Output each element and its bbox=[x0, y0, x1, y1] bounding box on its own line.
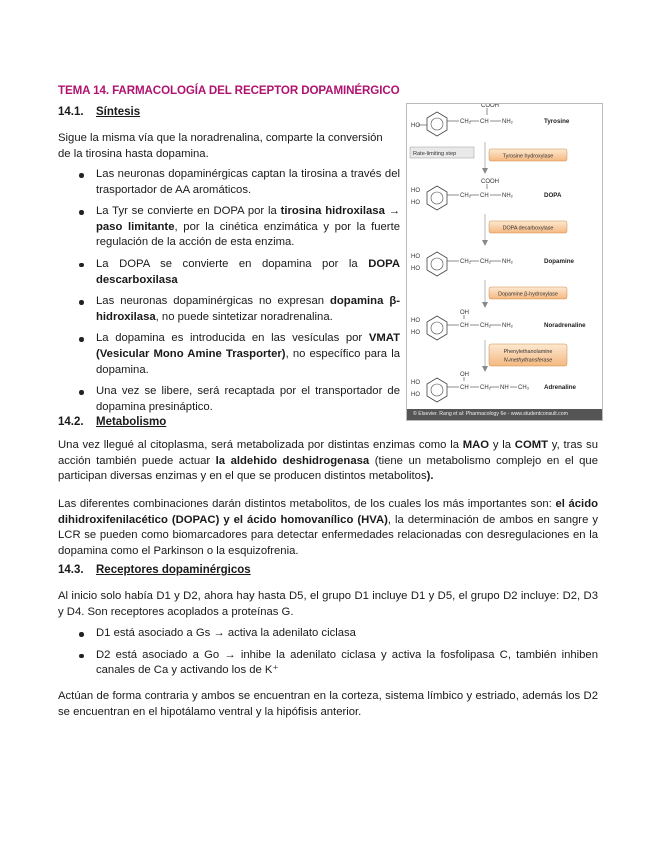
list-item: La Tyr se convierte en DOPA por la tirosina hidroxilasa → paso limitante, por la cinética enzimática y por la fuerte regulación de la acción de esta enzima. bbox=[58, 204, 400, 251]
section-number: 14.2. bbox=[58, 416, 84, 428]
list-item: D2 está asociado a Go → inhibe la adenilato ciclasa y activa la fosfolipasa C, también inhiben canales de Ca y activando los de K⁺ bbox=[58, 648, 598, 679]
document-title: TEMA 14. FARMACOLOGÍA DEL RECEPTOR DOPAMINÉRGICO bbox=[58, 84, 400, 97]
pathway-diagram bbox=[407, 104, 602, 409]
svg-text:CH₂: CH₂ bbox=[480, 385, 491, 391]
svg-text:CH₂: CH₂ bbox=[480, 323, 491, 329]
svg-text:CH: CH bbox=[480, 193, 489, 199]
section-number: 14.1. bbox=[58, 106, 84, 118]
list-item: La DOPA se convierte en dopamina por la DOPA descarboxilasa bbox=[58, 257, 400, 288]
svg-text:HO: HO bbox=[411, 392, 420, 398]
list-item: Una vez se libere, será recaptada por el transportador de dopamina presináptico. bbox=[58, 384, 400, 415]
list-item: Las neuronas dopaminérgicas no expresan dopamina β-hidroxilasa, no puede sintetizar noradrenalina. bbox=[58, 294, 400, 325]
svg-text:NH: NH bbox=[500, 385, 509, 391]
sintesis-intro: Sigue la misma vía que la noradrenalina, comparte la conversión de la tirosina hasta dopamina. bbox=[58, 132, 383, 160]
svg-text:COOH: COOH bbox=[481, 179, 499, 185]
enzyme-label: N-methyltransferase bbox=[503, 357, 553, 364]
metabolismo-paragraph-1: Una vez llegué al citoplasma, será metabolizada por distintas enzimas como la MAO y la COMT y, tras su acción también puede actuar la aldehido deshidrogenasa (tiene un metabolismo complejo en el que participan diversas enzimas y en el que se producen distintos metabolitos). bbox=[58, 439, 598, 483]
compound-label-adrenaline: Adrenaline bbox=[544, 384, 576, 391]
section-heading-sintesis bbox=[58, 106, 140, 118]
svg-text:CH: CH bbox=[460, 385, 469, 391]
svg-text:NH₂: NH₂ bbox=[502, 193, 513, 199]
svg-text:OH: OH bbox=[460, 310, 469, 316]
compound-label-dopa: DOPA bbox=[544, 192, 562, 199]
svg-text:HO: HO bbox=[411, 188, 420, 194]
section-label: Receptores dopaminérgicos bbox=[96, 564, 251, 576]
receptores-list bbox=[58, 626, 598, 685]
compound-label-dopamine: Dopamine bbox=[544, 258, 574, 265]
dopamine-structure bbox=[411, 252, 574, 276]
list-item: D1 está asociado a Gs → activa la adenilato ciclasa bbox=[58, 626, 598, 642]
svg-text:OH: OH bbox=[460, 372, 469, 378]
enzyme-label: DOPA decarboxylase bbox=[502, 225, 554, 232]
receptores-intro: Al inicio solo había D1 y D2, ahora hay hasta D5, el grupo D1 incluye D1 y D5, el grupo D2 incluye: D2, D3 y D4. Son receptores acoplados a proteínas G. bbox=[58, 590, 598, 618]
section-number: 14.3. bbox=[58, 564, 84, 576]
enzyme-label: Phenylethanolamine bbox=[503, 349, 553, 355]
chem-cooh: COOH bbox=[481, 104, 499, 109]
chem-nh2: NH₂ bbox=[502, 119, 513, 125]
enzyme-label: Tyrosine hydroxylase bbox=[502, 153, 554, 160]
adrenaline-structure bbox=[411, 372, 577, 402]
noradrenaline-structure bbox=[411, 310, 586, 340]
chem-ch2: CH₂ bbox=[460, 119, 471, 125]
chem-ho: HO bbox=[411, 123, 420, 129]
list-item: La dopamina es introducida en las vesículas por VMAT (Vesicular Mono Amine Trasporter), no específico para la dopamina. bbox=[58, 331, 400, 378]
svg-text:HO: HO bbox=[411, 318, 420, 324]
dopa-structure bbox=[411, 179, 562, 210]
svg-text:NH₂: NH₂ bbox=[502, 259, 513, 265]
svg-text:HO: HO bbox=[411, 266, 420, 272]
tyrosine-structure bbox=[411, 104, 570, 136]
compound-label-tyrosine: Tyrosine bbox=[544, 118, 570, 125]
metabolismo-paragraph-2: Las diferentes combinaciones darán distintos metabolitos, de los cuales los más importantes son: el ácido dihidroxifenilacético (DOPAC) y el ácido homovanílico (HVA), la determinación de ambos en sangre y LCR se pueden como biomarcadores para detectar enfermedades relacionadas con desregulaciones en la dopamina como el Parkinson o la esquizofrenia. bbox=[58, 498, 598, 557]
rate-limiting-label: Rate-limiting step bbox=[413, 151, 457, 157]
section-label: Metabolismo bbox=[96, 416, 167, 428]
svg-text:NH₂: NH₂ bbox=[502, 323, 513, 329]
section-heading-receptores bbox=[58, 564, 251, 576]
svg-text:CH₃: CH₃ bbox=[518, 385, 530, 391]
receptores-outro: Actúan de forma contraria y ambos se encuentran en la corteza, sistema límbico y estriado, además los D2 se encuentran en el hipotálamo ventral y la hipófisis anterior. bbox=[58, 690, 598, 718]
svg-text:CH₂: CH₂ bbox=[460, 259, 471, 265]
list-item: Las neuronas dopaminérgicas captan la tirosina a través del trasportador de AA aromáticos. bbox=[58, 167, 400, 198]
svg-text:HO: HO bbox=[411, 380, 420, 386]
chem-ch: CH bbox=[480, 119, 489, 125]
compound-label-noradrenaline: Noradrenaline bbox=[544, 322, 586, 329]
sintesis-list bbox=[58, 167, 400, 421]
svg-text:HO: HO bbox=[411, 254, 420, 260]
synthesis-pathway-figure bbox=[406, 103, 603, 421]
svg-text:CH₂: CH₂ bbox=[460, 193, 471, 199]
enzyme-label: Dopamine β-hydroxylase bbox=[498, 291, 558, 298]
section-label: Síntesis bbox=[96, 106, 141, 118]
svg-text:HO: HO bbox=[411, 200, 420, 206]
figure-credit: © Elsevier. Rang et al: Pharmacology 6e - www.studentconsult.com bbox=[407, 409, 602, 420]
svg-text:HO: HO bbox=[411, 330, 420, 336]
svg-text:CH: CH bbox=[460, 323, 469, 329]
svg-text:CH₂: CH₂ bbox=[480, 259, 491, 265]
section-heading-metabolismo bbox=[58, 416, 166, 428]
